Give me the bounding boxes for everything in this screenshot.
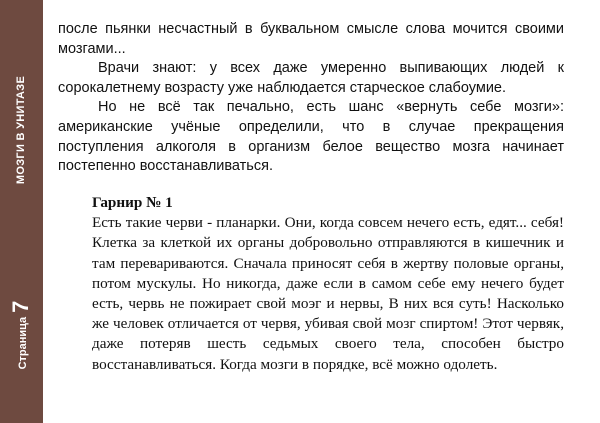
garnish-box	[92, 193, 564, 375]
paragraph: Врачи знают: у всех даже умеренно выпивающих людей к сорокалетнему возрасту уже наблюдается старческое слабоумие.	[58, 60, 564, 96]
paragraph: Но не всё так печально, есть шанс «вернуть себе мозги»: американские учёные определили, что в случае прекращения поступления алкоголя в организм белое вещество мозга начинает постепенно восстанавливаться.	[58, 99, 564, 175]
page-number-label	[8, 301, 34, 370]
page-number: 7	[8, 300, 33, 313]
garnish-body: Есть такие черви - планарки. Они, когда совсем нечего есть, едят... себя! Клетка за клеткой их органы добровольно отправляются в кишечник и там перевариваются. Сначала приносят себя в жертву половые органы, потом мускулы. Но никогда, даже если в самом себе ему нечего будет есть, червь не пожирает свой моэг и нервы, В них вся суть! Насколько же человек отличается от червя, убивая свой мозг спиртом! Этот червяк, даже потеряв шесть седьмых своего тела, способен быстро восстанавливаться. Когда мозги в порядке, всё можно одолеть.	[92, 214, 564, 373]
sidebar	[0, 0, 43, 423]
garnish-heading: Гарнир № 1	[92, 194, 173, 211]
page-label: Страница	[17, 316, 29, 370]
section-title: МОЗГИ В УНИТАЗЕ	[15, 75, 27, 185]
paragraph: после пьянки несчастный в буквальном смысле слова мочится своими мозгами...	[58, 21, 564, 57]
main-text	[58, 20, 564, 177]
